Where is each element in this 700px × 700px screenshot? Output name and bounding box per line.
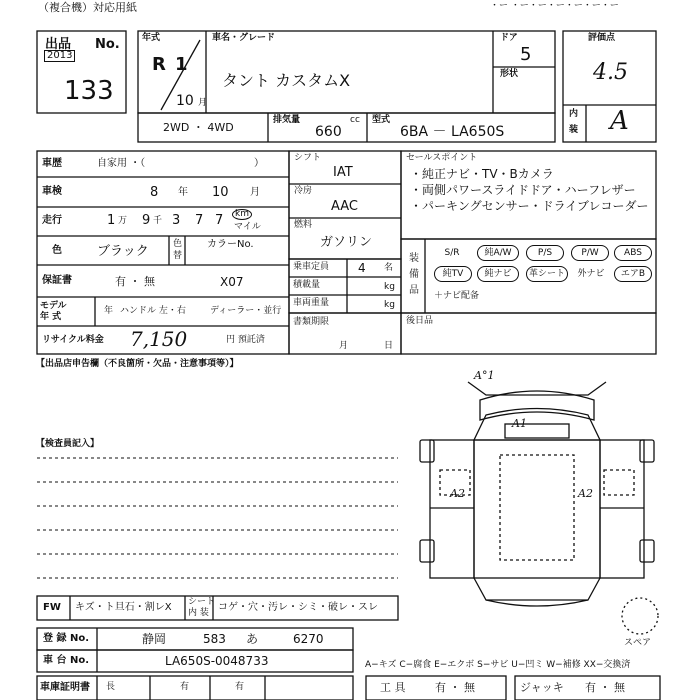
score-label: 評価点 bbox=[588, 33, 616, 43]
load-unit: kg bbox=[384, 282, 395, 292]
mileage-man: 1 bbox=[107, 213, 116, 228]
jack-options: 有 ・ 無 bbox=[585, 681, 625, 694]
sales-point-label: セールスポイント bbox=[406, 153, 478, 163]
fuel-value: ガソリン bbox=[320, 235, 373, 250]
color-label: 色 bbox=[52, 245, 62, 256]
door-count: 5 bbox=[520, 44, 532, 65]
garage-cert-cell: 有 bbox=[180, 682, 190, 692]
jack-label: ジャッキ bbox=[520, 681, 564, 694]
car-damage-diagram bbox=[420, 382, 658, 634]
spare-label: スペア bbox=[624, 638, 652, 648]
garage-cert-cell: 有 bbox=[235, 682, 245, 692]
month-value: 10 bbox=[176, 93, 194, 109]
seller-report-label: 【出品店申告欄（不良箇所・欠品・注意事項等）】 bbox=[36, 359, 239, 369]
form-header-right: ・ー ・ー・ー・ー・ー・ー・ー bbox=[490, 1, 619, 11]
color-change-2: 替 bbox=[173, 251, 183, 261]
sales-point-item: ・パーキングセンサー・ドライブレコーダー bbox=[410, 199, 649, 213]
sales-point-item: ・両側パワースライドドア・ハーフレザー bbox=[410, 183, 636, 197]
model-year-unit: 年 bbox=[104, 306, 114, 316]
damage-mark: A2 bbox=[450, 487, 465, 500]
lot-number: 133 bbox=[64, 76, 114, 106]
year-label: 年式 bbox=[142, 33, 161, 43]
door-label: ドア bbox=[500, 33, 518, 43]
fuel-label: 燃料 bbox=[294, 220, 313, 230]
history-label: 車歴 bbox=[42, 158, 62, 169]
seat-options: コゲ・穴・汚レ・シミ・破レ・スレ bbox=[218, 602, 378, 613]
year-value: 1 bbox=[175, 54, 188, 75]
displacement-label: 排気量 bbox=[273, 115, 301, 125]
score-value: 4.5 bbox=[593, 60, 628, 85]
interior-grade: A bbox=[610, 106, 629, 136]
seats-unit: 名 bbox=[384, 263, 394, 273]
seat-label-2: 内 装 bbox=[188, 608, 209, 618]
year-era: R bbox=[152, 54, 166, 75]
weight-label: 車両重量 bbox=[293, 298, 330, 308]
equip-navi: 純ナビ bbox=[477, 266, 519, 282]
displacement-value: 660 bbox=[315, 124, 342, 140]
tools-options: 有 ・ 無 bbox=[435, 681, 475, 694]
registration-kana: あ bbox=[246, 632, 259, 646]
displacement-unit: cc bbox=[350, 115, 360, 125]
load-label: 積載量 bbox=[293, 280, 321, 290]
inspection-label: 車検 bbox=[42, 186, 62, 197]
mileage-sen-unit: 千 bbox=[153, 216, 163, 226]
inspection-year-unit: 年 bbox=[178, 187, 188, 198]
recycle-label: リサイクル料金 bbox=[42, 335, 104, 345]
doc-period-label: 書類期限 bbox=[293, 317, 330, 327]
car-name-label: 車名・グレード bbox=[212, 33, 276, 43]
lot-no-label: No. bbox=[95, 37, 120, 52]
model-year-label-2: 年 式 bbox=[40, 312, 62, 322]
warranty-options: 有 ・ 無 bbox=[115, 275, 155, 288]
seat-label-1: シート bbox=[188, 597, 216, 607]
equip-abs: ABS bbox=[614, 245, 652, 261]
shift-value: IAT bbox=[333, 165, 353, 180]
chassis-label: 車 台 No. bbox=[43, 655, 90, 666]
warranty-label: 保証書 bbox=[42, 275, 72, 286]
drive-type: 2WD ・ 4WD bbox=[163, 121, 234, 134]
garage-cert-cell: 長 bbox=[106, 682, 116, 692]
color-change-1: 色 bbox=[173, 239, 183, 249]
chassis-number: LA650S-0048733 bbox=[165, 654, 269, 668]
tools-label: 工 具 bbox=[380, 681, 406, 694]
equip-airbag: エアB bbox=[614, 266, 652, 282]
equip-aftermarket-navi: 外ナビ bbox=[577, 269, 605, 279]
inspection-year: 8 bbox=[150, 185, 159, 200]
equip-leather-seat: 革シート bbox=[526, 266, 568, 282]
mileage-digit-3: 3 bbox=[172, 213, 181, 228]
equipment-extra: ＋ナビ配备 bbox=[434, 291, 480, 301]
mileage-mile: マイル bbox=[234, 222, 261, 232]
equip-power-steering: P/S bbox=[526, 245, 564, 261]
lot-label: 出品 bbox=[45, 37, 72, 52]
color-value: ブラック bbox=[97, 244, 149, 259]
model-code: 6BA － LA650S bbox=[400, 124, 505, 140]
model-year-label-1: モデル bbox=[40, 301, 67, 311]
mileage-km: km bbox=[232, 209, 252, 220]
doc-period-month: 月 bbox=[339, 341, 349, 351]
inspection-month-unit: 月 bbox=[250, 187, 260, 198]
doc-period-day: 日 bbox=[384, 341, 394, 351]
inspection-month: 10 bbox=[212, 185, 229, 200]
garage-cert-label: 車庫証明書 bbox=[40, 682, 90, 693]
interior-label-2: 装 bbox=[569, 125, 579, 135]
car-name: タント カスタムX bbox=[222, 71, 351, 90]
history-value: 自家用 ・（ bbox=[97, 158, 146, 169]
equipment-label-3: 品 bbox=[409, 285, 419, 296]
equip-power-window: P/W bbox=[571, 245, 609, 261]
shift-label: シフト bbox=[294, 153, 322, 163]
damage-mark: A1 bbox=[512, 417, 527, 430]
fw-label: FW bbox=[43, 602, 61, 613]
registration-number: 6270 bbox=[293, 632, 324, 646]
registration-region: 静岡 bbox=[142, 632, 167, 646]
recycle-unit: 円 預託済 bbox=[226, 335, 265, 345]
color-no-label: カラーNo. bbox=[207, 239, 254, 250]
damage-mark: A°1 bbox=[474, 369, 495, 382]
color-no-value: X07 bbox=[220, 275, 244, 289]
mileage-digit-4: 7 bbox=[195, 213, 204, 228]
weight-unit: kg bbox=[384, 300, 395, 310]
inspector-label: 【検査員記入】 bbox=[36, 439, 100, 449]
sales-point-item: ・純正ナビ・TV・Bカメラ bbox=[410, 167, 554, 181]
mileage-man-unit: 万 bbox=[118, 216, 128, 226]
interior-label-1: 内 bbox=[569, 109, 579, 119]
mileage-digit-5: 7 bbox=[215, 213, 224, 228]
registration-label: 登 録 No. bbox=[43, 633, 90, 644]
handle-options: ハンドル 左・右 bbox=[120, 306, 186, 316]
form-header-text: （複合機）対応用紙 bbox=[38, 1, 137, 14]
mileage-sen: 9 bbox=[142, 213, 151, 228]
dealer-options: ディーラー・並行 bbox=[210, 306, 282, 316]
registration-class: 583 bbox=[203, 632, 226, 646]
after-install-label: 後日品 bbox=[406, 316, 434, 326]
month-unit: 月 bbox=[198, 98, 208, 108]
equipment-label-1: 装 bbox=[409, 253, 419, 264]
seats-label: 乗車定員 bbox=[293, 262, 330, 272]
equip-sr: S/R bbox=[444, 248, 460, 258]
aircon-label: 冷房 bbox=[294, 186, 313, 196]
equip-tv: 純TV bbox=[434, 266, 472, 282]
mileage-label: 走行 bbox=[42, 215, 62, 226]
fw-options: キズ・ト旦石・割レX bbox=[75, 602, 172, 613]
shape-label: 形状 bbox=[500, 69, 519, 79]
equipment-label-2: 備 bbox=[409, 269, 419, 280]
year-stamp: 2013 bbox=[44, 50, 75, 62]
recycle-fee: 7,150 bbox=[130, 327, 188, 351]
damage-codes-legend: A−キズ C−腐食 E−エクボ S−サビ U−凹ミ W−補修 XX−交換済 bbox=[365, 660, 631, 670]
model-label: 型式 bbox=[372, 115, 391, 125]
equip-alloy-wheel: 純A/W bbox=[477, 245, 519, 261]
history-close: ） bbox=[254, 158, 264, 169]
aircon-value: AAC bbox=[331, 199, 358, 214]
seats-value: 4 bbox=[358, 261, 366, 275]
damage-mark: A2 bbox=[578, 487, 593, 500]
